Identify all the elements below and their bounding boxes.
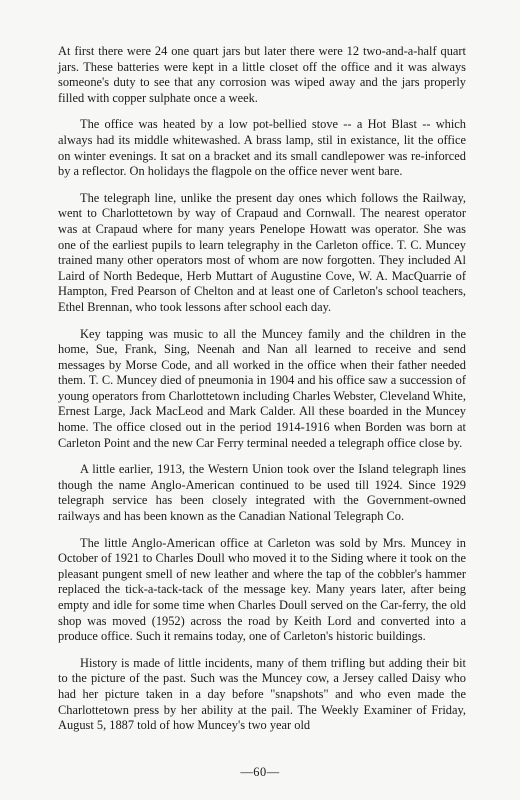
page-number: —60—	[240, 765, 280, 779]
paragraph-office-sold: The little Anglo-American office at Carleton was sold by Mrs. Muncey in October of 1921 to Charles Doull who moved it to the Siding where it took on the pleasant pungent smell of new leather and where the tap of the cobbler's hammer replaced the tick-a-tack-tack of the message key. Many years later, after being empty and idle for some time when Charles Doull served on the Car-ferry, the old shop was moved (1952) across the road by Keith Lord and converted into a produce office. Such it remains today, one of Carleton's historic buildings.	[58, 535, 466, 644]
paragraph-telegraph-line: The telegraph line, unlike the present day ones which follows the Railway, went to Charlottetown by way of Crapaud and Cornwall. The nearest operator was at Crapaud where for many years Penelope Howatt was operator. She was one of the earliest pupils to learn telegraphy in the Carleton office. T. C. Muncey trained many other operators most of whom are now forgotten. They included Al Laird of North Bedeque, Herb Muttart of Augustine Cove, W. A. MacQuarrie of Hampton, Fred Pearson of Chelton and at least one of Carleton's school teachers, Ethel Brennan, who took lessons after school each day.	[58, 190, 466, 314]
paragraph-office-heating: The office was heated by a low pot-bellied stove -- a Hot Blast -- which always had its middle whitewashed. A brass lamp, stil in existance, lit the office on winter evenings. It sat on a bracket and its small candlepower was re-inforced by a reflector. On holidays the flagpole on the office never went bare.	[58, 117, 466, 179]
paragraph-history: History is made of little incidents, many of them trifling but adding their bit to the picture of the past. Such was the Muncey cow, a Jersey called Daisy who had her picture taken in a day before "snapshots" and who even made the Charlottetown press by her ability at the pail. The Weekly Examiner of Friday, August 5, 1887 told of how Muncey's two year old	[58, 655, 466, 733]
paragraph-batteries: At first there were 24 one quart jars but later there were 12 two-and-a-half quart jars. These batteries were kept in a little closet off the office and it was always someone's duty to see that any corrosion was wiped away and the jars properly filled with copper sulphate once a week.	[58, 44, 466, 105]
paragraph-western-union: A little earlier, 1913, the Western Union took over the Island telegraph lines though the name Anglo-American continued to be used till 1924. Since 1929 telegraph service has been closely integrated with the Government-owned railways and has been known as the Canadian National Telegraph Co.	[58, 462, 466, 524]
paragraph-key-tapping: Key tapping was music to all the Muncey family and the children in the home, Sue, Frank, Sing, Neenah and Nan all learned to receive and send messages by Morse Code, and all worked in the office when their father needed them. T. C. Muncey died of pneumonia in 1904 and his office saw a succession of young operators from Charlottetown including Charles Webster, Cleveland White, Ernest Large, Jack MacLeod and Mark Calder. All these boarded in the Muncey home. The office closed out in the period 1914-1916 when Borden was born at Carleton Point and the new Car Ferry terminal needed a telegraph office close by.	[58, 326, 466, 450]
